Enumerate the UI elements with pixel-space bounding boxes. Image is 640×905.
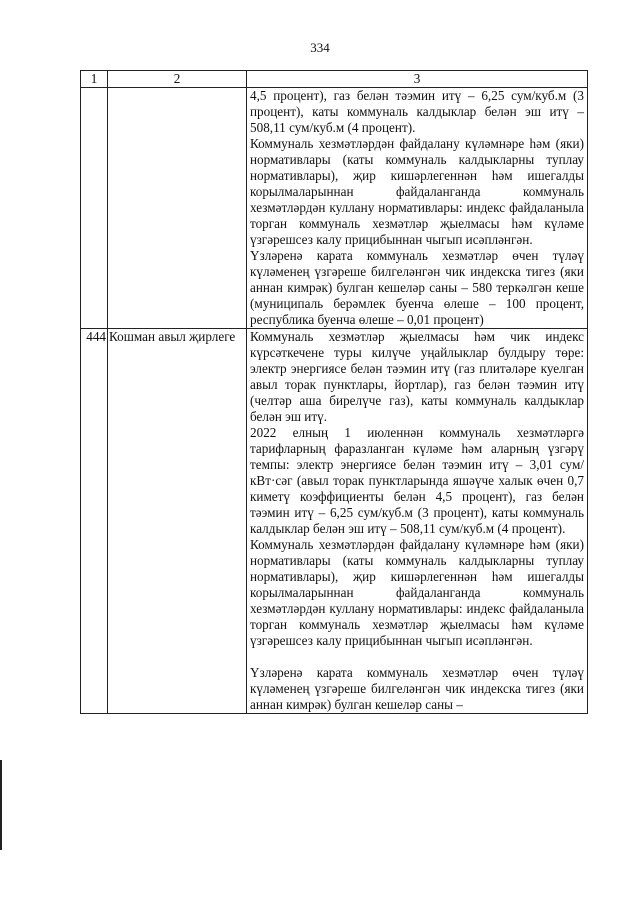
table-row [81, 329, 588, 714]
row-number: 444 [81, 329, 108, 714]
description-cell [247, 88, 588, 329]
paragraph: Коммуналь хезмәтләрдән файдалану күләмнәре һәм (яки) нормативлары (каты коммуналь калдыкларны туплау нормативлары), җир кишәрлегеннән һәм ишегалды корылмаларыннан файдаланганда коммуналь хезмәтләрдән куллану нормативлары: индекс файдаланыла торган коммуналь хезмәтләр җыелмасы һәм күләме үзгәрешсез калу прицибыннан чыгып исәпләнгән. [250, 136, 584, 247]
paragraph: Коммуналь хезмәтләр җыелмасы һәм чик индекс күрсәткечене туры килүче уңайлыклар булдыру төре: электр энергиясе белән тәэмин итү (газ плитәләре куелган авыл торак пунктлары, йортлар), газ белән тәэмин итү (челтәр аша бирелүче газ), каты коммуналь калдыклар белән эш итү. [250, 329, 584, 424]
paragraph: Үзләренә карата коммуналь хезмәтләр өчен түләү күләменең үзгәреше билгеләнгән чик индекска тигез (яки аннан кимрәк) булган кешеләр саны – [250, 665, 584, 712]
blank-line [250, 649, 584, 665]
data-table [80, 70, 588, 714]
paragraph: Коммуналь хезмәтләрдән файдалану күләмнәре һәм (яки) нормативлары (каты коммуналь калдыкларны туплау нормативлары), җир кишәрлегеннән һәм ишегалды корылмаларыннан файдаланганда коммуналь хезмәтләрдән куллану нормативлары: индекс файдаланыла торган коммуналь хезмәтләр җыелмасы һәм күләме үзгәрешсез калу прицибыннан чыгып исәпләнгән. [250, 537, 584, 648]
settlement-name: Кошман авыл җирлеге [108, 329, 247, 714]
column-header-1: 1 [81, 71, 108, 88]
column-header-3: 3 [247, 71, 588, 88]
description-cell [247, 329, 588, 714]
paragraph: Үзләренә карата коммуналь хезмәтләр өчен түләү күләменең үзгәреше билгеләнгән чик индекска тигез (яки аннан кимрәк) булган кешеләр саны – 580 теркәлгән кеше (муниципаль берәмлек буенча өлеше – 100 процент, республика буенча өлеше – 0,01 процент) [250, 248, 584, 327]
table-row [81, 88, 588, 329]
row-number [81, 88, 108, 329]
paragraph: 2022 елның 1 июленнән коммуналь хезмәтләргә тарифларның фаразланган күләме һәм аларның үзгәрү темпы: электр энергиясе белән тәэмин итү – 3,01 сум/кВт·сәг (авыл торак пунктларында яшәүче халык өчен 0,7 киметү коэффициенты белән 4,5 процент), газ белән тәэмин итү – 6,25 сум/куб.м (3 процент), каты коммуналь калдыклар белән эш итү – 508,11 сум/куб.м (4 процент). [250, 425, 584, 536]
scan-edge-mark [0, 760, 2, 850]
page-number: 334 [310, 40, 330, 55]
paragraph: 4,5 процент), газ белән тәэмин итү – 6,25 сум/куб.м (3 процент), каты коммуналь калдыклар белән эш итү – 508,11 сум/куб.м (4 процент). [250, 88, 584, 135]
column-header-2: 2 [108, 71, 247, 88]
settlement-name [108, 88, 247, 329]
table-header-row [81, 71, 588, 88]
